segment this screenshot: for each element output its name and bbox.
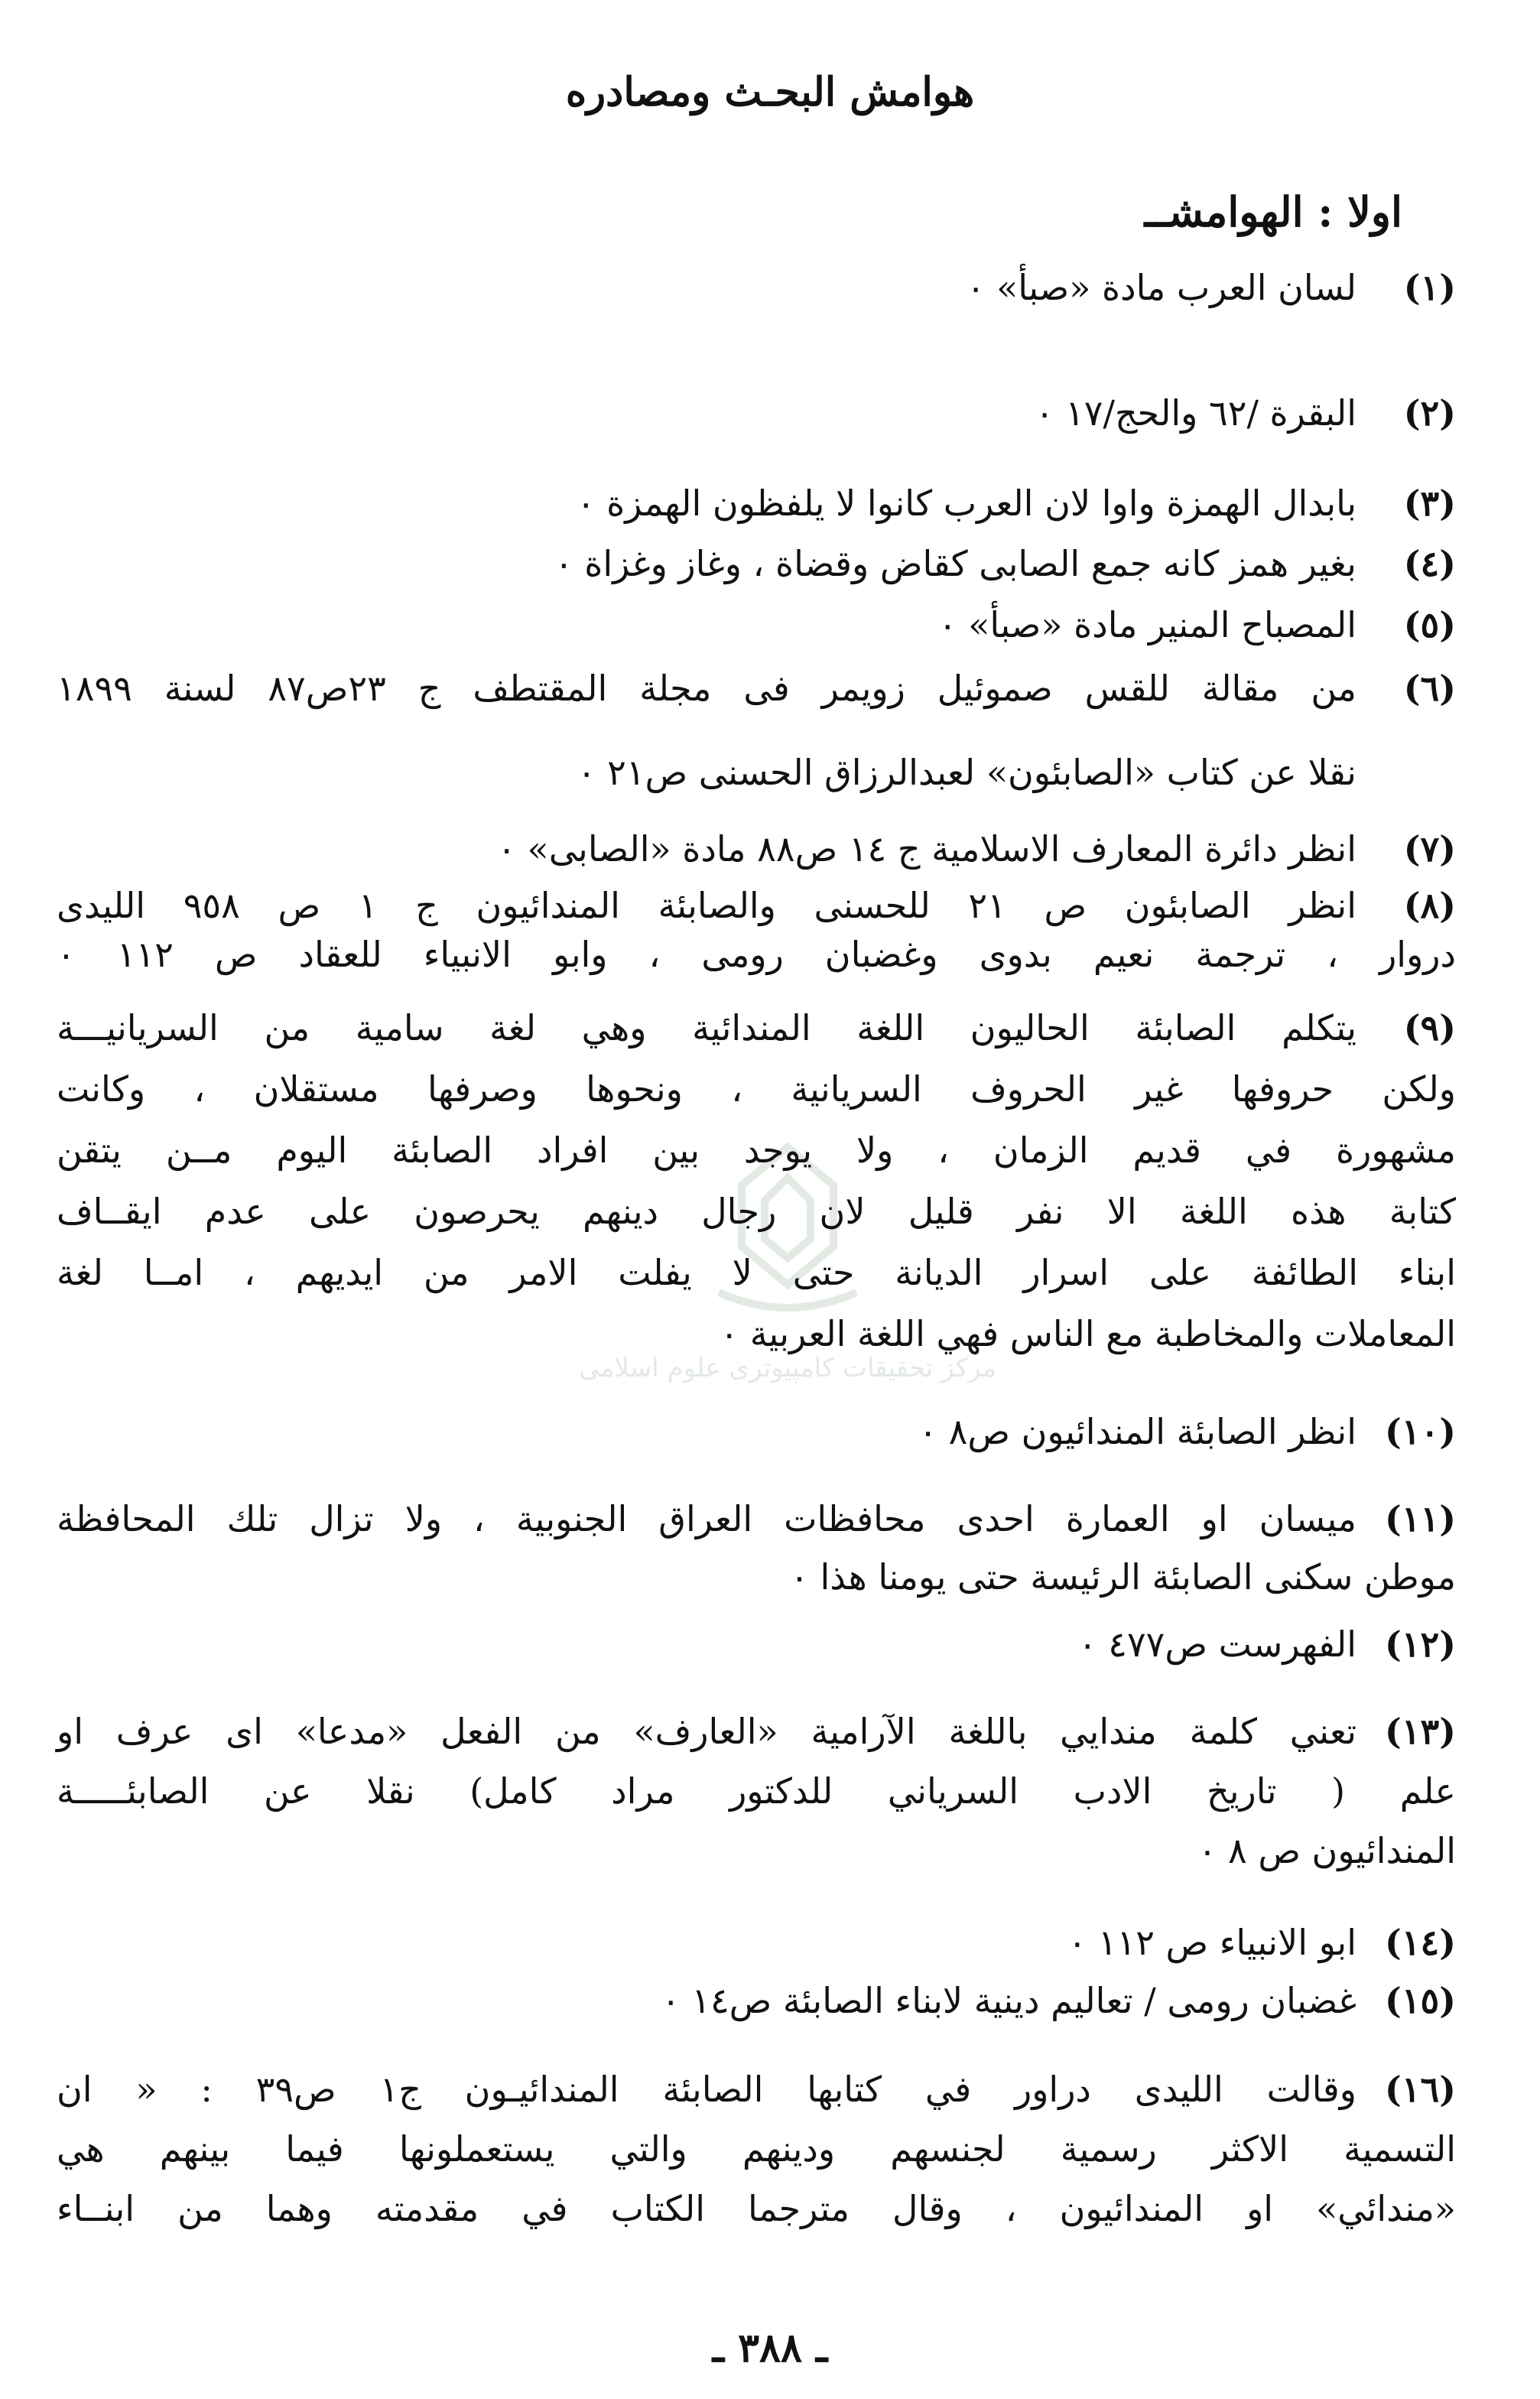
page-number: ـ ٣٨٨ ـ (712, 2325, 828, 2371)
footnote-5 (57, 600, 1456, 649)
footnote-12 (57, 1620, 1456, 1669)
footnote-14 (57, 1918, 1456, 1967)
footnote-9 (57, 1003, 1456, 1358)
footnote-number: (٢) (1403, 392, 1456, 434)
footnote-line: ابو الانبياء ص ١١٢ ٠ (1067, 1922, 1356, 1963)
footnote-16 (57, 2065, 1456, 2233)
footnote-line: ميسان او العمارة احدى محافظات العراق الجنوبية ، ولا تزال تلك المحافظة (57, 1498, 1356, 1539)
footnote-line: غضبان رومى / تعاليم دينية لابناء الصابئة ص١٤ ٠ (661, 1980, 1356, 2021)
footnote-line: تعني كلمة مندايي باللغة الآرامية «العارف» من الفعل «مدعا» اى عرف او (57, 1711, 1356, 1752)
footnote-7 (57, 824, 1456, 873)
footnote-line: يتكلم الصابئة الحاليون اللغة المندائية وهي لغة سامية من السريانيـــة (57, 1007, 1356, 1048)
footnote-6 (57, 664, 1456, 797)
footnote-13 (57, 1707, 1456, 1875)
footnote-line: انظر الصابئة المندائيون ص٨ ٠ (918, 1411, 1356, 1452)
footnote-number: (٧) (1403, 828, 1456, 870)
footnote-number: (٨) (1403, 885, 1456, 926)
page-title: هوامش البحـث ومصادره (565, 69, 975, 115)
footnote-number: (١٢) (1385, 1624, 1456, 1665)
footnote-11 (57, 1494, 1456, 1601)
footnote-8 (57, 881, 1456, 979)
footnote-15 (57, 1976, 1456, 2025)
footnote-number: (٩) (1403, 1007, 1456, 1048)
footnote-line: المعاملات والمخاطبة مع الناس فهي اللغة العربية ٠ (720, 1313, 1456, 1354)
footnote-line: نقلا عن كتاب «الصابئون» لعبدالرزاق الحسنى ص٢١ ٠ (577, 752, 1356, 793)
footnote-number: (١٥) (1385, 1980, 1456, 2021)
footnote-line: البقرة /٦٢ والحج/١٧ ٠ (1035, 392, 1356, 434)
footnote-number: (١٣) (1385, 1711, 1456, 1752)
footnote-line: بابدال الهمزة واوا لان العرب كانوا لا يلفظون الهمزة ٠ (576, 483, 1356, 524)
footnote-line: موطن سكنى الصابئة الرئيسة حتى يومنا هذا ٠ (790, 1556, 1456, 1598)
footnote-line: «مندائي» او المندائيون ، وقال مترجما الكتاب في مقدمته وهما من ابنــاء (57, 2188, 1456, 2229)
footnote-10 (57, 1407, 1456, 1456)
footnote-line: مشهورة في قديم الزمان ، ولا يوجد بين افراد الصابئة اليوم مــن يتقن (57, 1130, 1456, 1171)
footnote-number: (١١) (1385, 1498, 1456, 1539)
footnote-number: (١) (1403, 267, 1456, 308)
footnote-line: ابناء الطائفة على اسرار الديانة حتى لا يفلت الامر من ايديهم ، امــا لغة (57, 1252, 1456, 1293)
footnote-line: الفهرست ص٤٧٧ ٠ (1077, 1624, 1356, 1665)
footnote-line: المصباح المنير مادة «صبأ» ٠ (937, 604, 1356, 645)
footnote-number: (١٤) (1385, 1922, 1456, 1963)
footnote-3 (57, 479, 1456, 528)
footnote-line: كتابة هذه اللغة الا نفر قليل لان رجال دينهم يحرصون على عدم ايقــاف (57, 1191, 1456, 1232)
footnote-2 (57, 388, 1456, 437)
footnote-line: لسان العرب مادة «صبأ» ٠ (966, 267, 1356, 308)
section-heading: اولا : الهوامشــ (1144, 187, 1402, 236)
footnote-line: من مقالة للقس صموئيل زويمر فى مجلة المقتطف ج ٢٣ص٨٧ لسنة ١٨٩٩ (57, 668, 1356, 709)
footnote-line: بغير همز كانه جمع الصابى كقاض وقضاة ، وغاز وغزاة ٠ (554, 543, 1356, 584)
footnote-line: انظر الصابئون ص ٢١ للحسنى والصابئة المندائيون ج ١ ص ٩٥٨ الليدى (57, 885, 1357, 926)
footnote-number: (٦) (1403, 668, 1456, 709)
footnote-number: (٣) (1403, 483, 1456, 524)
footnote-number: (٥) (1403, 604, 1456, 645)
footnote-4 (57, 539, 1456, 588)
footnote-line: ولكن حروفها غير الحروف السريانية ، ونحوها وصرفها مستقلان ، وكانت (57, 1068, 1456, 1110)
footnote-number: (١٦) (1385, 2069, 1456, 2110)
footnote-number: (١٠) (1385, 1411, 1456, 1452)
footnote-line: وقالت الليدى دراور في كتابها الصابئة المندائيـون ج١ ص٣٩ : « ان (57, 2069, 1356, 2110)
footnote-line: علم ( تاريخ الادب السرياني للدكتور مراد كامل) نقلا عن الصابئـــــة (57, 1770, 1456, 1812)
footnote-line: دروار ، ترجمة نعيم بدوى وغضبان رومى ، وابو الانبياء للعقاد ص ١١٢ ٠ (57, 934, 1456, 975)
footnote-number: (٤) (1403, 543, 1456, 584)
footnote-line: التسمية الاكثر رسمية لجنسهم ودينهم والتي يستعملونها فيما بينهم هي (57, 2128, 1456, 2170)
footnote-line: انظر دائرة المعارف الاسلامية ج ١٤ ص٨٨ مادة «الصابى» ٠ (497, 828, 1356, 870)
footnote-line: المندائيون ص ٨ ٠ (1197, 1830, 1456, 1871)
footnote-1 (57, 263, 1456, 312)
watermark-text: مركز تحقیقات کامپیوتری علوم اسلامی (578, 1353, 997, 1383)
